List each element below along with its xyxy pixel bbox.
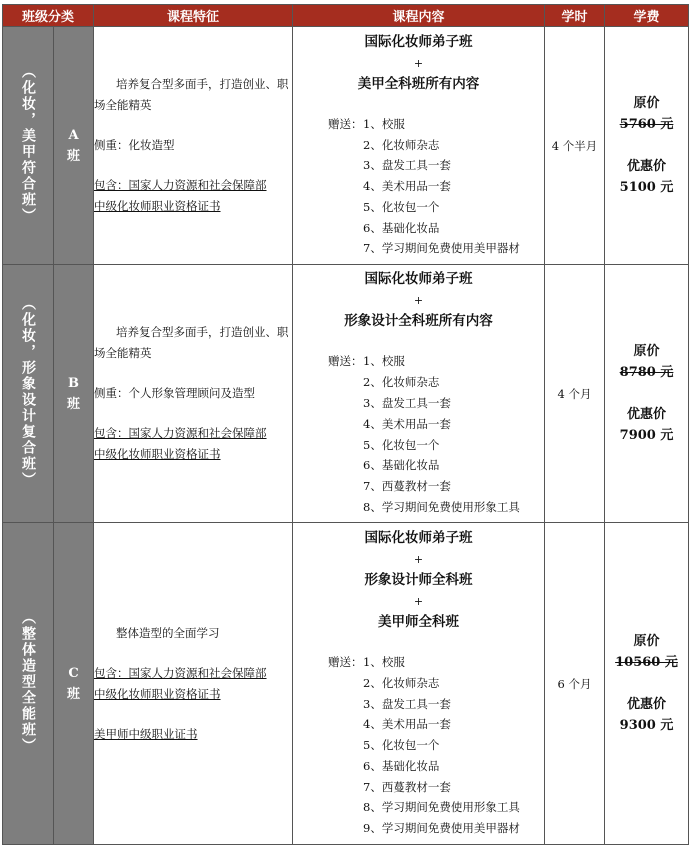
content-head-1: 国际化妆师弟子班 bbox=[364, 271, 473, 288]
category-cell-b bbox=[3, 265, 54, 523]
list-item: 赠送： 1、校服 bbox=[293, 351, 544, 372]
category-label: （整体造型全能班） bbox=[20, 609, 36, 754]
list-item: 3、盘发工具一套 bbox=[363, 395, 451, 410]
list-item: 7、学习期间免费使用美甲器材 bbox=[363, 241, 520, 256]
table-row-b bbox=[3, 265, 689, 523]
features-cell-a bbox=[94, 27, 293, 265]
list-item: 6、基础化妆品 bbox=[363, 220, 440, 235]
header-category: 班级分类 bbox=[3, 5, 94, 27]
features-includes-line2: 中级化妆师职业资格证书 bbox=[94, 686, 221, 701]
table-row-c bbox=[3, 523, 689, 845]
discount-price: 9300 元 bbox=[619, 718, 674, 733]
features-extra: 美甲师中级职业证书 bbox=[94, 726, 198, 741]
discount-price-label: 优惠价 bbox=[627, 407, 667, 422]
content-cell-b bbox=[293, 265, 545, 523]
class-code: B bbox=[68, 375, 79, 391]
gift-lead: 赠送： bbox=[328, 116, 363, 131]
discount-price-label: 优惠价 bbox=[627, 697, 667, 712]
header-fee: 学费 bbox=[605, 5, 689, 27]
header-features: 课程特征 bbox=[94, 5, 293, 27]
features-includes-line2: 中级化妆师职业资格证书 bbox=[94, 447, 221, 461]
table-row-a bbox=[3, 27, 689, 265]
features-includes-line1: 包含：国家人力资源和社会保障部 bbox=[94, 426, 267, 440]
features-includes-line2: 中级化妆师职业资格证书 bbox=[94, 199, 221, 213]
list-item: 6、基础化妆品 bbox=[363, 758, 440, 773]
content-plus: + bbox=[413, 594, 424, 608]
header-row bbox=[3, 5, 689, 27]
discount-price-label: 优惠价 bbox=[627, 159, 667, 174]
class-suffix: 班 bbox=[67, 686, 81, 702]
category-label: （化妆，美甲符合班） bbox=[20, 63, 36, 224]
features-cell-c bbox=[94, 523, 293, 845]
features-includes-line1: 包含：国家人力资源和社会保障部 bbox=[94, 178, 267, 192]
list-item: 赠送： 1、校服 bbox=[293, 114, 544, 135]
hours-cell-a: 4 个半月 bbox=[545, 27, 605, 265]
list-item: 9、学习期间免费使用美甲器材 bbox=[363, 821, 520, 836]
class-code: A bbox=[68, 127, 79, 143]
features-intro: 培养复合型多面手，打造创业、职场全能精英 bbox=[94, 77, 289, 112]
content-cell-a bbox=[293, 27, 545, 265]
header-hours: 学时 bbox=[545, 5, 605, 27]
content-head-2: 形象设计全科班所有内容 bbox=[344, 313, 493, 330]
fee-cell-a bbox=[605, 27, 689, 265]
course-table bbox=[2, 4, 689, 845]
original-price-label: 原价 bbox=[633, 634, 660, 649]
original-price-label: 原价 bbox=[633, 96, 660, 111]
gift-list bbox=[293, 114, 544, 260]
header-content: 课程内容 bbox=[293, 5, 545, 27]
list-item: 7、西蔓教材一套 bbox=[363, 779, 451, 794]
fee-cell-b bbox=[605, 265, 689, 523]
list-item: 2、化妆师杂志 bbox=[363, 675, 440, 690]
fee-cell-c bbox=[605, 523, 689, 845]
content-plus: + bbox=[413, 56, 424, 70]
list-item: 8、学习期间免费使用形象工具 bbox=[363, 499, 520, 514]
list-item: 3、盘发工具一套 bbox=[363, 158, 451, 173]
category-cell-c bbox=[3, 523, 54, 845]
list-item: 赠送： 1、校服 bbox=[293, 652, 544, 673]
class-cell-b bbox=[54, 265, 94, 523]
content-head-1: 国际化妆师弟子班 bbox=[364, 33, 473, 50]
content-head-2: 形象设计师全科班 bbox=[364, 571, 473, 588]
features-cell-b bbox=[94, 265, 293, 523]
list-item: 2、化妆师杂志 bbox=[363, 375, 440, 390]
list-item: 4、美术用品一套 bbox=[363, 179, 451, 194]
content-head-3: 美甲师全科班 bbox=[378, 613, 460, 630]
features-focus: 侧重：化妆造型 bbox=[94, 138, 175, 152]
features-intro: 整体造型的全面学习 bbox=[116, 625, 220, 640]
category-label: （化妆，形象设计复合班） bbox=[20, 295, 36, 488]
features-includes-line1: 包含：国家人力资源和社会保障部 bbox=[94, 665, 267, 680]
class-suffix: 班 bbox=[67, 148, 81, 164]
hours-cell-c: 6 个月 bbox=[545, 523, 605, 845]
class-suffix: 班 bbox=[67, 396, 81, 412]
list-item: 8、学习期间免费使用形象工具 bbox=[363, 800, 520, 815]
content-head-2: 美甲全科班所有内容 bbox=[357, 75, 480, 92]
list-item: 4、美术用品一套 bbox=[363, 717, 451, 732]
content-head-1: 国际化妆师弟子班 bbox=[364, 529, 473, 546]
list-item: 5、化妆包一个 bbox=[363, 199, 440, 214]
list-item: 5、化妆包一个 bbox=[363, 437, 440, 452]
class-cell-c bbox=[54, 523, 94, 845]
discount-price: 5100 元 bbox=[619, 180, 674, 195]
gift-list bbox=[293, 351, 544, 517]
list-item: 3、盘发工具一套 bbox=[363, 696, 451, 711]
class-code: C bbox=[68, 665, 79, 681]
gift-lead: 赠送： bbox=[328, 654, 363, 669]
content-plus: + bbox=[413, 294, 424, 308]
hours-cell-b: 4 个月 bbox=[545, 265, 605, 523]
list-item: 6、基础化妆品 bbox=[363, 458, 440, 473]
category-cell-a bbox=[3, 27, 54, 265]
original-price: 8780 元 bbox=[619, 365, 674, 380]
list-item: 4、美术用品一套 bbox=[363, 416, 451, 431]
content-plus: + bbox=[413, 552, 424, 566]
class-cell-a bbox=[54, 27, 94, 265]
features-focus: 侧重：个人形象管理顾问及造型 bbox=[94, 386, 256, 400]
list-item: 7、西蔓教材一套 bbox=[363, 479, 451, 494]
original-price: 10560 元 bbox=[615, 655, 678, 670]
original-price: 5760 元 bbox=[619, 117, 674, 132]
gift-list bbox=[293, 652, 544, 839]
original-price-label: 原价 bbox=[633, 344, 660, 359]
features-intro: 培养复合型多面手，打造创业、职场全能精英 bbox=[94, 325, 289, 360]
discount-price: 7900 元 bbox=[619, 428, 674, 443]
content-cell-c bbox=[293, 523, 545, 845]
list-item: 5、化妆包一个 bbox=[363, 738, 440, 753]
list-item: 2、化妆师杂志 bbox=[363, 137, 440, 152]
gift-lead: 赠送： bbox=[328, 354, 363, 369]
